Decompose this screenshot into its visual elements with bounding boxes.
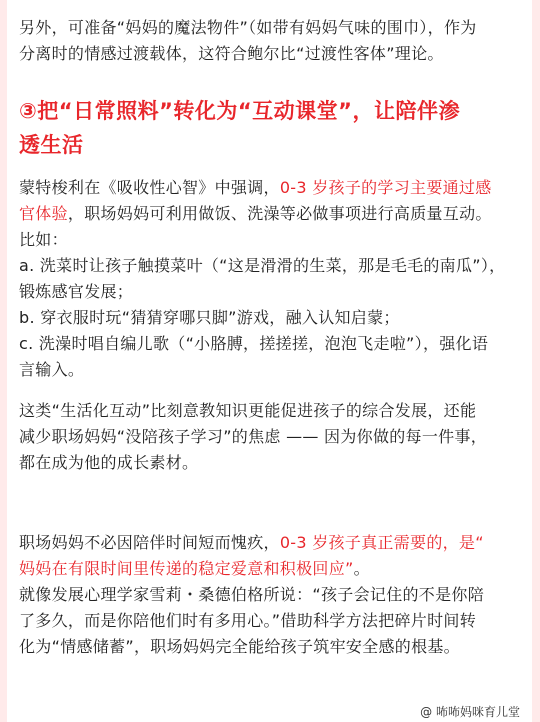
text-span: ，职场妈妈可利用做饭、洗澡等必做事项进行高质量互动。 [67, 204, 492, 223]
text-line: b. 穿衣服时玩“猜猜穿哪只脚”游戏，融入认知启蒙； [19, 308, 400, 327]
body-paragraph-1 [19, 175, 524, 383]
text-line: 化为“情感储蓄”，职场妈妈完全能给孩子筑牢安全感的根基。 [19, 637, 460, 656]
section-heading [19, 94, 524, 162]
text-span: 蒙特梭利在《吸收性心智》中强调， [19, 178, 280, 197]
heading-line: ③把“日常照料”转化为“互动课堂”，让陪伴渗 [19, 99, 460, 123]
text-line: a. 洗菜时让孩子触摸菜叶（“这是滑滑的生菜，那是毛毛的南瓜”）， [19, 256, 506, 275]
heading-line: 透生活 [19, 133, 84, 157]
text-span: 职场妈妈不必因陪伴时间短而愧疚， [19, 533, 280, 552]
intro-paragraph [19, 15, 524, 67]
highlight-text: 0-3 岁孩子的学习主要通过感 [279, 178, 492, 197]
text-line: 锻炼感官发展； [19, 282, 134, 301]
body-paragraph-2 [19, 398, 524, 476]
highlight-text: 官体验 [19, 204, 68, 223]
text-line: 就像发展心理学家雪莉・桑德伯格所说：“孩子会记住的不是你陪 [19, 585, 484, 604]
text-line [19, 201, 524, 227]
text-line: 另外，可准备“妈妈的魔法物件”（如带有妈妈气味的围巾），作为 [19, 18, 477, 37]
highlight-text: 妈妈在有限时间里传递的稳定爱意和积极回应” [19, 559, 354, 578]
text-line [19, 556, 524, 582]
article-page [7, 0, 532, 722]
text-span: 。 [353, 559, 370, 578]
text-line: c. 洗澡时唱自编儿歌（“小胳膊，搓搓搓，泡泡飞走啦”），强化语 [19, 334, 489, 353]
text-line [19, 530, 524, 556]
text-line: 都在成为他的成长素材。 [19, 453, 199, 472]
text-line: 言输入。 [19, 360, 85, 379]
body-paragraph-3 [19, 530, 524, 660]
highlight-text: 0-3 岁孩子真正需要的，是“ [279, 533, 484, 552]
text-line: 了多久，而是你陪他们时有多用心。”借助科学方法把碎片时间转 [19, 611, 476, 630]
author-watermark: @ 咘咘妈咪育儿堂 [420, 705, 520, 719]
text-line [19, 175, 524, 201]
text-line: 这类“生活化互动”比刻意教知识更能促进孩子的综合发展，还能 [19, 401, 477, 420]
text-line: 分离时的情感过渡载体，这符合鲍尔比“过渡性客体”理论。 [19, 44, 444, 63]
text-line: 减少职场妈妈“没陪孩子学习”的焦虑 —— 因为你做的每一件事， [19, 427, 488, 446]
text-line: 比如： [19, 230, 68, 249]
